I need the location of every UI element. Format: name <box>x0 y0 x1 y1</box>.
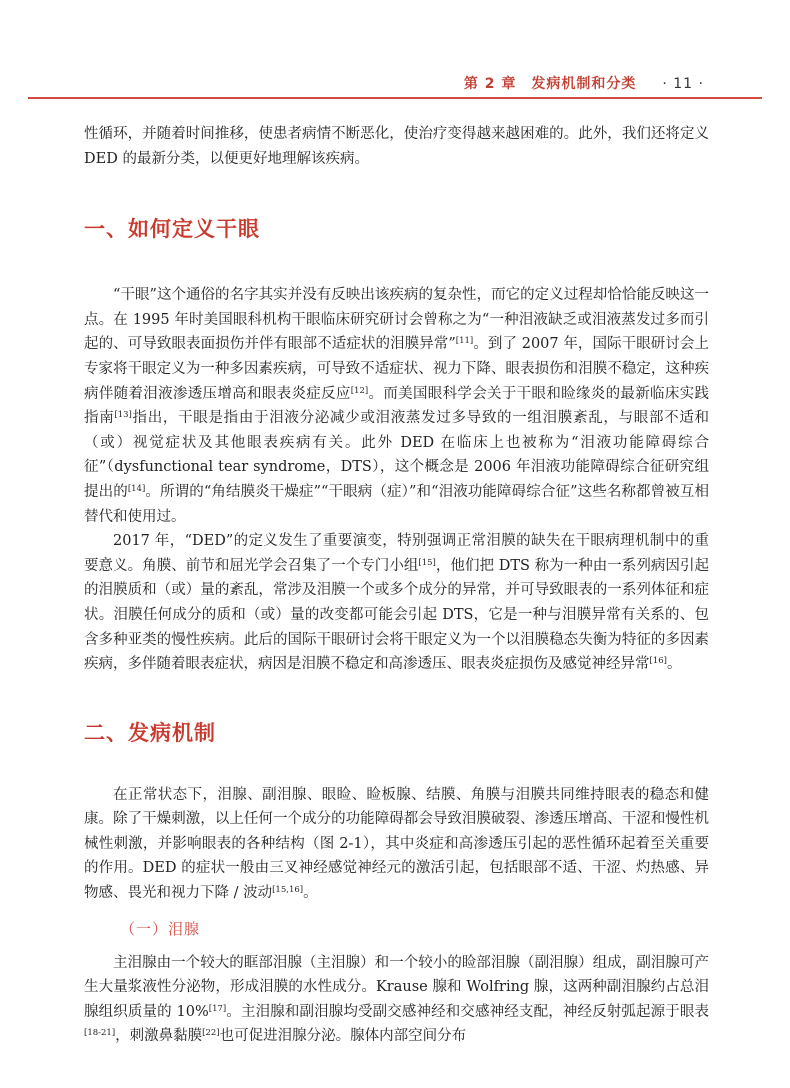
citation: [16] <box>649 656 667 667</box>
lacrimal-gland-paragraph-1 <box>84 951 709 1049</box>
text-run: 。 <box>303 885 318 902</box>
citation: [12] <box>350 385 369 396</box>
page-number: · 11 · <box>662 76 704 92</box>
definition-paragraph-2 <box>84 529 709 677</box>
intro-paragraph: 性循环，并随着时间推移，使患者病情不断恶化，使治疗变得越来越困难的。此外，我们还将定义 DED 的最新分类，以便更好地理解该疾病。 <box>84 126 709 167</box>
text-run: ，他们把 DTS 称为一种由一系列病因引起的泪膜质和（或）量的紊乱，常涉及泪膜一个或多个成分的异常，并可导致眼表的一系列体征和症状。泪膜任何成分的质和（或）量的改变都可能会引起 DTS，它是一种与泪膜异常有关系的、包含多种亚类的慢性疾病。此后的国际干眼研讨会将干眼定义为一个以泪膜稳态失衡为特征的多因素疾病，多伴随着眼表症状，病因是泪膜不稳定和高渗透压、眼表炎症损伤及感觉神经异常 <box>84 557 710 673</box>
citation: [15] <box>418 557 436 568</box>
text-run: 指出，干眼是指由于泪液分泌减少或泪液蒸发过多导致的一组泪膜紊乱，与眼部不适和（或）视觉症状及其他眼表疾病有关。此外 DED 在临床上也被称为“泪液功能障碍综合征”（dysfunctional tear syndrome，DTS），这个概念是 2006 年泪液功能障碍综合征研究组提出的 <box>84 410 710 500</box>
page-body <box>84 122 709 1049</box>
text-run: 在正常状态下，泪腺、副泪腺、眼睑、睑板腺、结膜、角膜与泪膜共同维持眼表的稳态和健康。除了干燥刺激，以上任何一个成分的功能障碍都会导致泪膜破裂、渗透压增高、干涩和慢性机械性刺激，并影响眼表的各种结构（图 2-1），其中炎症和高渗透压引起的恶性循环起着至关重要的作用。DED 的症状一般由三叉神经感觉神经元的激活引起，包括眼部不适、干涩、灼热感、异物感、畏光和视力下降 / 波动 <box>84 786 709 902</box>
text-run: “干眼”这个通俗的名字其实并没有反映出该疾病的复杂性，而它的定义过程却恰恰能反映这一点。在 1995 年时美国眼科机构干眼临床研究研讨会曾称之为“一种泪液缺乏或泪液蒸发过多而引起的、可导致眼表面损伤并伴有眼部不适症状的泪膜异常” <box>84 287 709 353</box>
citation: [13] <box>114 410 132 421</box>
text-run: 也可促进泪腺分泌。腺体内部空间分布 <box>219 1028 467 1045</box>
running-head <box>464 73 704 93</box>
citation: [15,16] <box>272 885 304 896</box>
text-run: ，刺激鼻黏膜 <box>115 1028 203 1045</box>
citation: [14] <box>127 483 146 494</box>
text-run: 。而美国眼科学会关于干眼和睑缘炎的最新临床实践指南 <box>84 385 710 427</box>
subsection-heading-lacrimal-gland: （一）泪腺 <box>120 919 201 938</box>
chapter-title: 第 2 章 发病机制和分类 <box>463 76 637 92</box>
text-run: 主泪腺由一个较大的眶部泪腺（主泪腺）和一个较小的睑部泪腺（副泪腺）组成，副泪腺可产生大量浆液性分泌物，形成泪膜的水性成分。Krause 腺和 Wolfring 腺，这两种副泪腺约占总泪腺组织质量的 10% <box>84 954 709 1020</box>
text-run: 。主泪腺和副泪腺均受副交感神经和交感神经支配，神经反射弧起源于眼表 <box>226 1003 709 1020</box>
header-rule <box>28 97 762 99</box>
text-run: 。 <box>666 656 682 673</box>
definition-paragraph-1 <box>84 283 709 529</box>
text-run: 。所谓的“角结膜炎干燥症”“干眼病（症）”和“泪液功能障碍综合征”这些名称都曾被互相替代和使用过。 <box>84 483 709 525</box>
citation: [18-21] <box>84 1028 116 1039</box>
section-heading-definition: 一、如何定义干眼 <box>84 217 260 242</box>
citation: [17] <box>208 1003 227 1014</box>
citation: [11] <box>455 336 474 347</box>
citation: [22] <box>202 1028 220 1039</box>
text-run: 。到了 2007 年，国际干眼研讨会上专家将干眼定义为一种多因素疾病，可导致不适症状、视力下降、眼表损伤和泪膜不稳定，这种疾病伴随着泪液渗透压增高和眼表炎症反应 <box>84 336 709 402</box>
pathogenesis-paragraph-1 <box>84 783 709 906</box>
section-heading-pathogenesis: 二、发病机制 <box>84 720 216 745</box>
text-run: 2017 年，“DED”的定义发生了重要演变，特别强调正常泪膜的缺失在干眼病理机制中的重要意义。角膜、前节和屈光学会召集了一个专门小组 <box>84 533 709 574</box>
